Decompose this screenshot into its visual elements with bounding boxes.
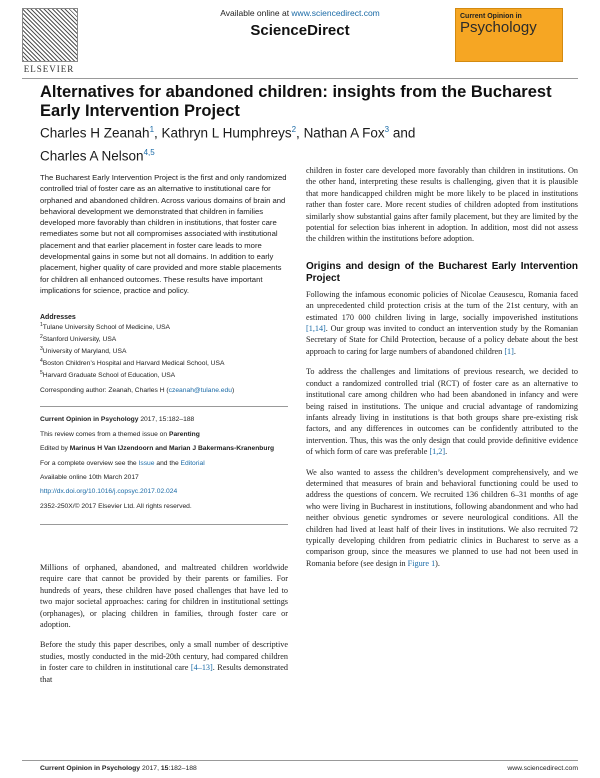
article-title: Alternatives for abandoned children: insights from the Bucharest Early Intervention Project: [40, 83, 552, 120]
author-affiliation[interactable]: 4,5: [143, 147, 155, 157]
info-available: Available online 10th March 2017: [40, 474, 139, 482]
article-info-box: [40, 406, 288, 525]
author-affiliation[interactable]: 2: [291, 125, 297, 134]
info-copyright: 2352-250X/© 2017 Elsevier Ltd. All rights reserved.: [40, 502, 192, 510]
body-paragraph: children in foster care developed more favorably than children in institutions. On the other hand, interpreting these results is challenging, given that it is plausible that more handicapped children might be more likely to be placed in institutions rather than foster care. More recent studies of children adopted from institutions similarly show substantial gains after family placement, but they are limited by the potential for selection bias inherent in adoption. In addition, most did not assess the children within the institutions before adoption.: [306, 166, 578, 244]
info-theme: This review comes from a themed issue on Parenting: [40, 430, 200, 438]
editorial-link[interactable]: Editorial: [180, 459, 205, 467]
abstract: The Bucharest Early Intervention Project is the first and only randomized controlled trial of foster care as an alternative to institutional care for orphaned and abandoned children. Across various domains of brain and behavioral development we demonstrated that children in families developed more favorably than children in institutions, that foster care remediates some but not all compromises associated with institutional placement and that earlier placement in foster care leads to more developmental gains in some but not all domains. In addition to early placement, higher quality of care provided and more stable placements for children all enhanced outcomes. These results have important implications for science, practice and policy.: [40, 173, 287, 295]
doi-link[interactable]: http://dx.doi.org/10.1016/j.copsyc.2017.02.024: [40, 488, 178, 496]
section-heading: Origins and design of the Bucharest Early Intervention Project: [306, 260, 578, 284]
left-column-front-matter: [40, 172, 288, 525]
available-online: Available online at www.sciencedirect.com: [220, 8, 380, 18]
body-paragraph: Millions of orphaned, abandoned, and maltreated children worldwide require care that cannot be provided by their parents or families. For hundreds of years, these children have posed challenges that have led to two major societal approaches: caring for children in institutional settings (orphanages), or placing children in families, through foster care or adoption.: [40, 563, 288, 630]
sciencedirect-wordmark: ScienceDirect: [250, 22, 350, 39]
info-box-divider: [40, 524, 288, 525]
author-name: Kathryn L Humphreys: [161, 125, 292, 141]
right-column-body: [306, 165, 578, 578]
journal-cover-badge[interactable]: [455, 8, 563, 62]
addresses-heading: Addresses: [40, 314, 76, 322]
citation-link[interactable]: [1,2]: [429, 447, 446, 457]
page-header: [0, 0, 600, 82]
footer-divider: [22, 760, 578, 761]
address-item: $^1$Tulane University School of Medicine, USA: [40, 322, 171, 332]
citation-link[interactable]: [1,14]: [306, 324, 326, 334]
body-paragraph: Before the study this paper describes, only a small number of descriptive studies, mostly conducted in the mid-20th century, had compared children in foster care to children in institutional care [4–13]. Results demonstrated that: [40, 640, 289, 684]
journal-badge-top: Current Opinion in: [460, 13, 522, 20]
address-item: $^5$Harvard Graduate School of Education, USA: [40, 369, 176, 379]
info-citation: Current Opinion in Psychology 2017, 15:182–188: [40, 416, 195, 424]
footer-citation: Current Opinion in Psychology 2017, 15:182–188: [40, 765, 197, 772]
address-item: $^4$Boston Children’s Hospital and Harvard Medical School, USA: [40, 357, 225, 367]
citation-link[interactable]: [1]: [504, 346, 514, 356]
footer-site[interactable]: www.sciencedirect.com: [507, 765, 578, 772]
journal-badge-name: Psychology: [460, 19, 537, 36]
author-list: Charles H Zeanah$^1$, Kathryn L Humphreys$^2$, Nathan A Fox$^3$ and Charles A Nelson$^{4,5}$: [40, 125, 416, 163]
info-editors: Edited by Marinus H Van IJzendoorn and Marian J Bakermans-Kranenburg: [40, 445, 275, 453]
address-item: $^3$University of Maryland, USA: [40, 345, 127, 356]
body-paragraph: To address the challenges and limitations of previous research, we decided to conduct a randomized controlled trial (RCT) of foster care as an alternative to institutional care among children who had been abandoned in infancy and were being raised in institutions. The unique and crucial advantage of randomizing infants already living in institutions is that both groups share pre-existing risk factors, and any differences in outcomes can be confidently attributed to the intervention. Thus, this was the only design that could provide definitive evidence of which form of care was preferable [1,2].: [306, 367, 578, 457]
sciencedirect-link[interactable]: www.sciencedirect.com: [291, 8, 380, 18]
body-paragraph: Following the infamous economic policies of Nicolae Ceausescu, Romania faced an unprecedented child protection crisis at the turn of the 21st century, with an estimated 170 000 children living in large, socially impoverished institutions [1,14]. Our group was invited to conduct an intervention study by the Romanian Secretary of State for Child Protection, because of a policy debate about the best approach to caring for large numbers of abandoned children [1].: [306, 289, 578, 356]
corresponding-email-link[interactable]: czeanah@tulane.edu: [168, 387, 232, 395]
address-item: $^2$Stanford University, USA: [40, 334, 117, 344]
author-name: Charles H Zeanah: [40, 125, 150, 141]
body-paragraph: We also wanted to assess the children’s development comprehensively, and we determined that measures of brain and behavioral functioning could be used to address the questions of concern. We recruited 136 children 6–31 months of age who were living in Bucharest in institutions, following abandonment and who had neither obvious genetic syndromes or severe neurological conditions. All the children had lived at least half of their lives in institutions. We also recruited 72 typically developing children from pediatric clinics in Bucharest to serve as a comparison group, since the measures we planned to use had not been used in Romania before (see design in Figure 1).: [306, 467, 578, 568]
publisher-name: ELSEVIER: [23, 64, 75, 74]
address-list: [40, 321, 288, 380]
author-name: Nathan A Fox: [303, 125, 385, 141]
citation-link[interactable]: [4–13]: [190, 663, 213, 673]
author-name: Charles A Nelson: [40, 148, 144, 163]
header-divider: [22, 78, 578, 79]
info-overview: For a complete overview see the Issue and the Editorial: [40, 459, 205, 467]
issue-link[interactable]: Issue: [138, 459, 155, 467]
figure-link[interactable]: Figure 1: [407, 558, 436, 568]
corresponding-author: Corresponding author: Zeanah, Charles H (czeanah@tulane.edu): [40, 387, 235, 395]
author-affiliation[interactable]: 3: [384, 125, 390, 134]
left-column-body: [40, 562, 288, 694]
author-affiliation[interactable]: 1: [149, 125, 155, 134]
